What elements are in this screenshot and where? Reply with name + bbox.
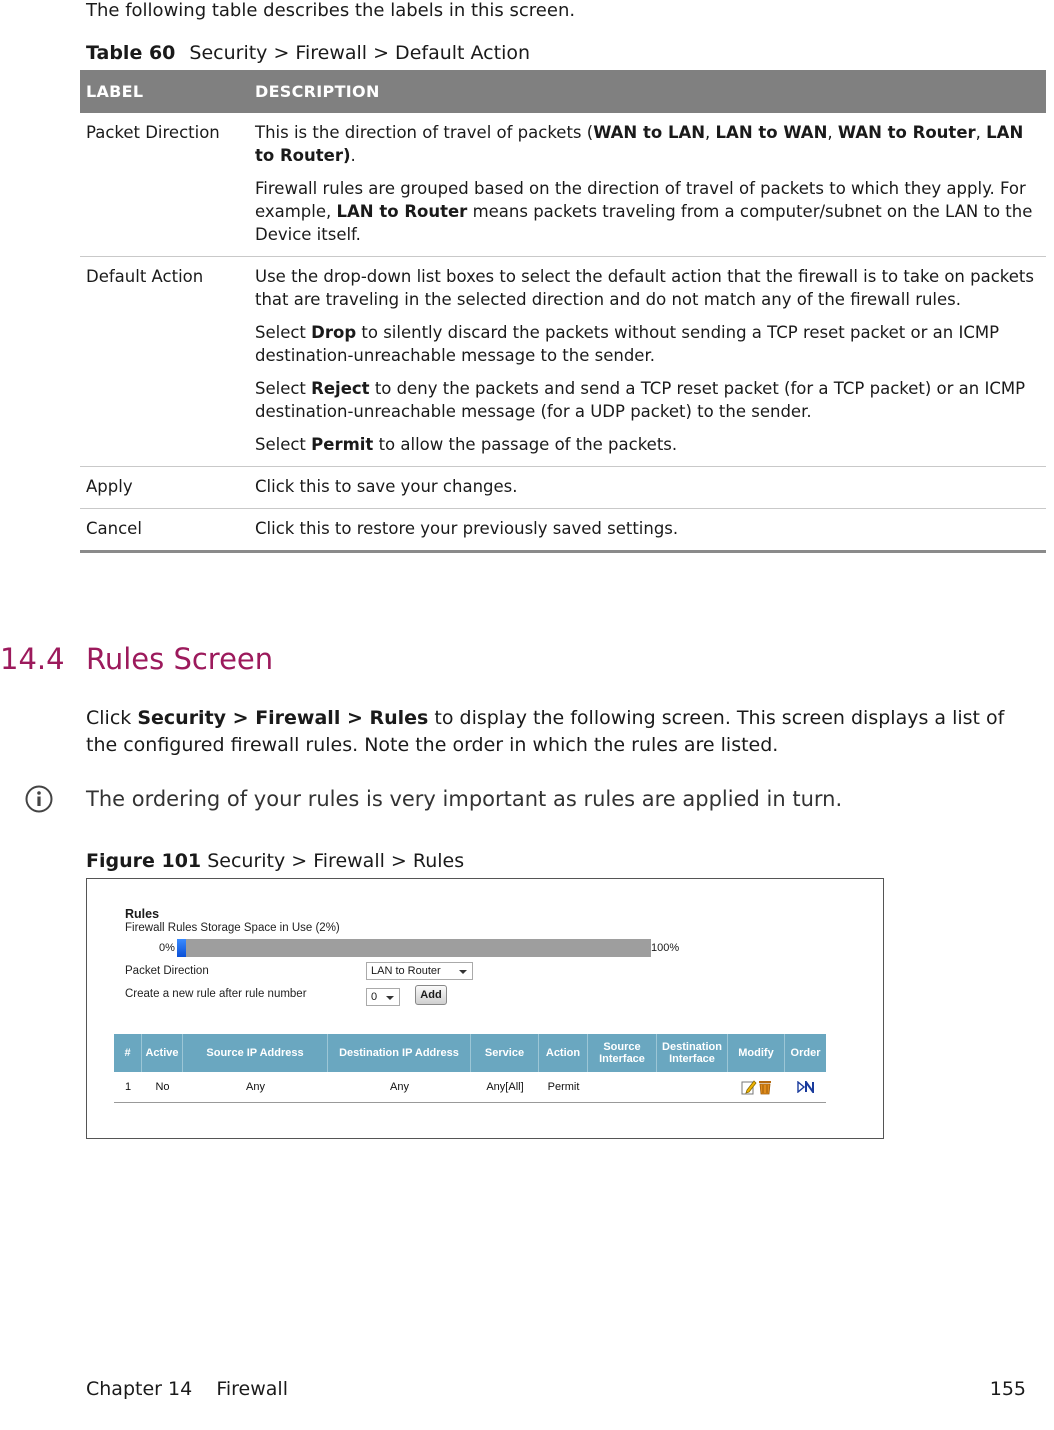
packet-direction-value: LAN to Router <box>371 965 441 977</box>
table-header-row <box>80 70 1046 113</box>
header-label: LABEL <box>80 70 249 113</box>
text: This is the direction of travel of packets ( <box>255 123 594 142</box>
bar-min-label: 0% <box>159 942 175 954</box>
cell-source-ip: Any <box>246 1081 265 1093</box>
col-source-interface: Source Interface <box>588 1034 657 1072</box>
row-label: Packet Direction <box>80 113 249 257</box>
section-number: 14.4 <box>0 642 65 676</box>
table-row <box>80 467 1046 509</box>
cell-active: No <box>155 1081 170 1093</box>
delete-icon[interactable] <box>757 1079 773 1095</box>
text: , <box>705 123 716 142</box>
chevron-down-icon <box>459 970 467 974</box>
cell-action: Permit <box>547 1081 580 1093</box>
description-paragraph: Use the drop-down list boxes to select the default action that the firewall is to take on packets that are traveling in the selected direction and do not match any of the firewall rules. <box>255 267 1034 309</box>
text: Select <box>255 323 312 342</box>
bold-term: LAN to Router <box>336 202 468 221</box>
edit-icon[interactable] <box>741 1079 757 1095</box>
text: to allow the passage of the packets. <box>373 435 678 454</box>
col-destination-interface: Destination Interface <box>657 1034 728 1072</box>
text: to display the following screen. This screen displays a list of the configured firewall rules. Note the order in which the rules are listed. <box>86 707 1005 756</box>
bold-term: WAN to LAN <box>593 123 706 142</box>
row-description: Click this to restore your previously saved settings. <box>249 509 1046 552</box>
col-number: # <box>114 1034 142 1072</box>
bold-term: WAN to Router <box>837 123 976 142</box>
text: Firewall rules are grouped based on the direction of travel of packets to which they apply. For example, <box>255 179 1026 221</box>
row-description: Click this to save your changes. <box>249 467 1046 509</box>
text: Select <box>255 379 312 398</box>
rules-table-header <box>114 1034 826 1072</box>
text: Select <box>255 435 312 454</box>
cell-service: Any[All] <box>486 1081 524 1093</box>
figure-caption <box>86 850 464 872</box>
screen-title: Rules <box>125 907 160 921</box>
table-row <box>80 113 1046 257</box>
row-description <box>249 257 1046 467</box>
table-caption-label: Table 60 <box>86 42 176 64</box>
section-title: Rules Screen <box>86 642 274 676</box>
storage-progress-bar <box>177 939 651 957</box>
rule-number-select[interactable] <box>366 988 400 1006</box>
table-row <box>80 257 1046 467</box>
cell-order <box>785 1072 826 1102</box>
table-caption-title: Security > Firewall > Default Action <box>189 42 531 64</box>
description-paragraph <box>255 433 1040 456</box>
info-icon <box>24 784 54 814</box>
bold-term: Security > Firewall > Rules <box>137 707 429 729</box>
packet-direction-label: Packet Direction <box>125 965 209 977</box>
bold-term: Drop <box>311 323 357 342</box>
description-paragraph <box>255 377 1040 423</box>
text: to deny the packets and send a TCP reset packet (for a TCP packet) or an ICMP destination-unreachable message (for a UDP packet) to the sender. <box>255 379 1026 421</box>
row-description <box>249 113 1046 257</box>
col-service: Service <box>471 1034 539 1072</box>
section-heading <box>0 642 273 676</box>
row-label: Cancel <box>80 509 249 552</box>
chevron-down-icon <box>386 996 394 1000</box>
footer-page-number: 155 <box>989 1378 1026 1400</box>
packet-direction-select[interactable] <box>366 962 473 980</box>
rules-table <box>114 1034 826 1103</box>
header-description: DESCRIPTION <box>249 70 1046 113</box>
col-order: Order <box>790 1047 821 1059</box>
default-action-table <box>80 70 1046 553</box>
text: to silently discard the packets without sending a TCP reset packet or an ICMP destination-unreachable message to the sender. <box>255 323 1000 365</box>
text: , <box>975 123 987 142</box>
rule-number-value: 0 <box>371 991 378 1003</box>
storage-progress-fill <box>177 939 186 957</box>
figure-caption-label: Figure 101 <box>86 850 202 872</box>
row-label: Apply <box>80 467 249 509</box>
col-modify: Modify <box>728 1034 785 1072</box>
text: Click <box>86 707 138 729</box>
footer-chapter: Chapter 14 Firewall <box>86 1378 288 1400</box>
note-text: The ordering of your rules is very important as rules are applied in turn. <box>86 787 843 811</box>
table-row <box>114 1072 826 1103</box>
intro-text: The following table describes the labels in this screen. <box>86 0 576 21</box>
description-paragraph <box>255 177 1040 246</box>
row-label: Default Action <box>80 257 249 467</box>
cell-destination-ip: Any <box>390 1081 409 1093</box>
create-rule-label: Create a new rule after rule number <box>125 988 307 1000</box>
figure-caption-title: Security > Firewall > Rules <box>207 850 465 872</box>
text: , <box>827 123 838 142</box>
bold-term: LAN to Router) <box>255 123 1024 165</box>
bold-term: Permit <box>311 435 374 454</box>
add-button[interactable]: Add <box>415 985 447 1005</box>
col-destination-ip: Destination IP Address <box>328 1034 471 1072</box>
cell-number: 1 <box>125 1081 132 1093</box>
storage-label: Firewall Rules Storage Space in Use (2%) <box>125 922 340 934</box>
col-active: Active <box>142 1034 183 1072</box>
section-paragraph <box>86 705 1036 759</box>
text: means packets traveling from a computer/subnet on the LAN to the Device itself. <box>255 202 1033 244</box>
cell-modify <box>728 1072 785 1102</box>
table-caption <box>86 42 530 64</box>
table-row <box>80 509 1046 552</box>
rules-screen-figure <box>86 878 884 1139</box>
description-paragraph <box>255 321 1040 367</box>
bold-term: LAN to WAN <box>715 123 828 142</box>
bold-term: Reject <box>311 379 370 398</box>
col-action: Action <box>539 1034 588 1072</box>
move-order-icon[interactable] <box>797 1081 815 1093</box>
description-paragraph <box>255 121 1040 167</box>
col-source-ip: Source IP Address <box>183 1034 328 1072</box>
text: . <box>350 146 356 165</box>
bar-max-label: 100% <box>651 942 680 954</box>
